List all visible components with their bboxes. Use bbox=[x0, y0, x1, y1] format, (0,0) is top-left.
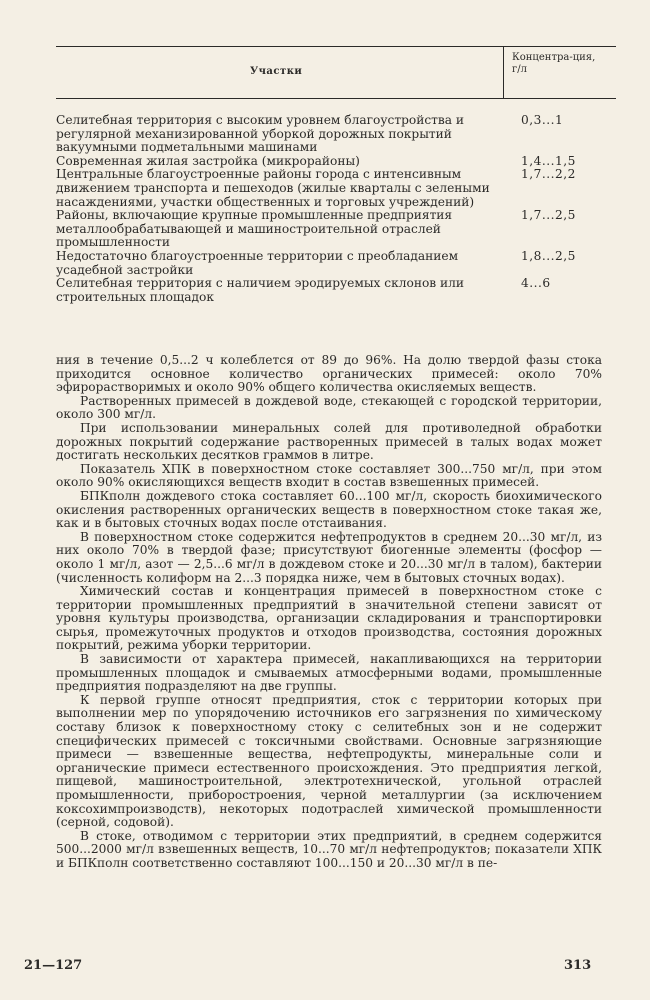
table-row bbox=[56, 250, 616, 277]
table-row bbox=[56, 209, 616, 250]
table-row bbox=[56, 168, 616, 209]
paragraph: Химический состав и концентрация примесей в поверхностном стоке с территории промышленных предприятий в значительной степени зависят от уровня культуры производства, организации складирования и транспортировки сырья, промежуточных продуктов и отходов производства, состояния дорожных покрытий, режима уборки территории. bbox=[56, 584, 602, 653]
concentration-table bbox=[56, 114, 616, 304]
site-cell: Центральные благоустроенные районы города с интенсивным движением транспорта и пешеходов (жилые кварталы с зелеными насаждениями, участки общественных и торговых учреждений) bbox=[56, 167, 490, 209]
table-row bbox=[56, 114, 616, 155]
table-row bbox=[56, 155, 616, 169]
paragraph: Показатель ХПК в поверхностном стоке составляет 300...750 мг/л, при этом около 90% окисляющихся веществ входит в состав взвешенных примесей. bbox=[56, 461, 602, 490]
paragraph: БПКполн дождевого стока составляет 60...100 мг/л, скорость биохимического окисления растворенных органических веществ в поверхностном стоке такая же, как и в бытовых сточных водах после отстаивания. bbox=[56, 488, 602, 531]
concentration-cell: 0,3...1 bbox=[521, 113, 564, 127]
page-number: 313 bbox=[564, 958, 592, 973]
table-column-divider bbox=[503, 46, 504, 98]
body-text bbox=[56, 354, 602, 871]
table-row bbox=[56, 277, 616, 304]
paragraph: В поверхностном стоке содержится нефтепродуктов в среднем 20...30 мг/л, из них около 70% в твердой фазе; присутствуют биогенные элементы (фосфор — около 1 мг/л, азот — 2,5...6 мг/л в дождевом стоке и 20...30 мг/л в талом), бактерии (численность колиформ на 2...3 порядка ниже, чем в бытовых сточных водах). bbox=[56, 529, 602, 585]
site-cell: Селитебная территория с высоким уровнем благоустройства и регулярной механизированной уборкой дорожных покрытий вакуумными подметальными машинами bbox=[56, 113, 465, 155]
site-cell: Селитебная территория с наличием эродируемых склонов или строительных площадок bbox=[56, 276, 465, 304]
concentration-cell: 1,7...2,2 bbox=[521, 167, 576, 182]
site-cell: Районы, включающие крупные промышленные предприятия металлообрабатывающей и машиностроительной отраслей промышленности bbox=[56, 208, 453, 250]
table-header-concentration: Концентра-ция, г/л bbox=[512, 52, 596, 75]
site-cell: Недостаточно благоустроенные территории с преобладанием усадебной застройки bbox=[56, 248, 459, 277]
paragraph: ния в течение 0,5...2 ч колеблется от 89 до 96%. На долю твердой фазы стока приходится основное количество органических примесей: около 70% эфирорастворимых и около 90% общего количества окисляемых веществ. bbox=[56, 353, 602, 395]
table-header-rule bbox=[56, 98, 616, 99]
site-cell: Современная жилая застройка (микрорайоны) bbox=[56, 153, 360, 168]
concentration-cell: 1,7...2,5 bbox=[521, 208, 576, 223]
paragraph: К первой группе относят предприятия, сток с территории которых при выполнении мер по упорядочению источников его загрязнения по химическому составу близок к поверхностному стоку с селитебных зон и не содержит специфических примесей с токсичными свойствами. Основные загрязняющие примеси — взвешенные вещества, нефтепродукты, минеральные соли и органические примеси естественного происхождения. Это предприятия легкой, пищевой, машиностроительной, электротехнической, угольной отраслей промышленности, приборостроения, черной металлургии (за исключением коксохимпроизводств), некоторых подотраслей химической промышленности (серной, содовой). bbox=[56, 692, 602, 830]
concentration-cell: 4...6 bbox=[521, 276, 551, 291]
concentration-cell: 1,8...2,5 bbox=[521, 248, 576, 263]
paragraph: При использовании минеральных солей для противоледной обработки дорожных покрытий содержание растворенных примесей в талых водах может достигать нескольких десятков граммов в литре. bbox=[56, 420, 602, 463]
paragraph: В стоке, отводимом с территории этих предприятий, в среднем содержится 500...2000 мг/л взвешенных веществ, 10...70 мг/л нефтепродуктов; показатели ХПК и БПКполн соответственно составляют 100...150 и 20...30 мг/л в пе- bbox=[56, 828, 602, 870]
paragraph: Растворенных примесей в дождевой воде, стекающей с городской территории, около 300 мг/л. bbox=[56, 393, 602, 422]
concentration-cell: 1,4...1,5 bbox=[521, 153, 576, 168]
table-top-rule bbox=[56, 46, 616, 47]
paragraph: В зависимости от характера примесей, накапливающихся на территории промышленных площадок и смываемых атмосферными водами, промышленные предприятия подразделяют на две группы. bbox=[56, 652, 602, 694]
printer-signature: 21—127 bbox=[24, 958, 83, 973]
table-header-site: Участки bbox=[250, 66, 303, 77]
